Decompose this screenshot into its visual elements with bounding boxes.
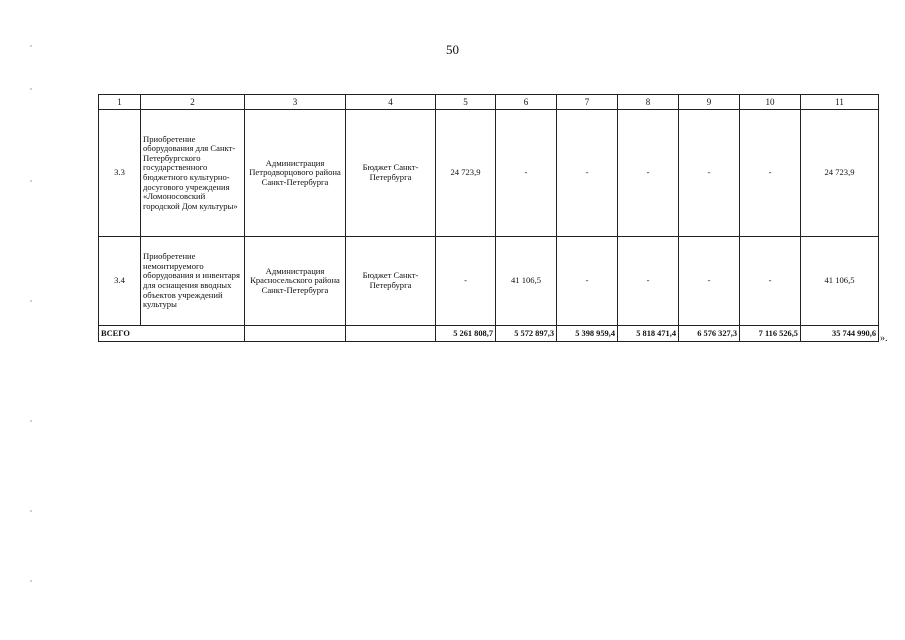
closing-quote-mark: ». xyxy=(880,333,888,344)
total-row xyxy=(99,326,879,342)
header-cell: 9 xyxy=(679,95,740,110)
row-value: - xyxy=(679,110,740,237)
table-row xyxy=(99,110,879,237)
row-value: - xyxy=(740,110,801,237)
row-value: - xyxy=(618,237,679,326)
grand-total-value: 35 744 990,6 xyxy=(801,326,879,342)
row-source: Бюджет Санкт-Петербурга xyxy=(346,237,436,326)
total-value: 5 572 897,3 xyxy=(496,326,557,342)
table-row xyxy=(99,237,879,326)
scan-artifact xyxy=(30,580,32,582)
row-executor: Администрация Петродворцового района Санкт-Петербурга xyxy=(245,110,346,237)
header-row xyxy=(99,95,879,110)
row-value: 41 106,5 xyxy=(496,237,557,326)
total-value: 5 818 471,4 xyxy=(618,326,679,342)
row-source: Бюджет Санкт-Петербурга xyxy=(346,110,436,237)
total-value: 5 398 959,4 xyxy=(557,326,618,342)
row-executor: Администрация Красносельского района Санкт-Петербурга xyxy=(245,237,346,326)
empty-cell xyxy=(245,326,346,342)
header-cell: 8 xyxy=(618,95,679,110)
scan-artifact xyxy=(30,300,32,302)
scan-artifact xyxy=(30,510,32,512)
row-name: Приобретение немонтируемого оборудования и инвентаря для оснащения вводных объектов учреждений культуры xyxy=(141,237,245,326)
total-value: 5 261 808,7 xyxy=(436,326,496,342)
scan-artifact xyxy=(30,45,32,47)
total-value: 6 576 327,3 xyxy=(679,326,740,342)
header-cell: 3 xyxy=(245,95,346,110)
header-cell: 2 xyxy=(141,95,245,110)
scan-artifact xyxy=(30,180,32,182)
scan-artifact xyxy=(30,420,32,422)
row-value: - xyxy=(679,237,740,326)
row-value: - xyxy=(557,237,618,326)
header-cell: 6 xyxy=(496,95,557,110)
row-total: 41 106,5 xyxy=(801,237,879,326)
budget-table xyxy=(98,94,879,342)
row-value: - xyxy=(740,237,801,326)
row-name: Приобретение оборудования для Санкт-Петербургского государственного бюджетного культурно-досугового учреждения «Ломоносовский городской Дом культуры» xyxy=(141,110,245,237)
header-cell: 10 xyxy=(740,95,801,110)
empty-cell xyxy=(346,326,436,342)
page-number: 50 xyxy=(446,42,459,57)
row-value: 24 723,9 xyxy=(436,110,496,237)
total-label: ВСЕГО xyxy=(99,326,245,342)
row-value: - xyxy=(436,237,496,326)
row-number: 3.4 xyxy=(99,237,141,326)
row-value: - xyxy=(618,110,679,237)
total-value: 7 116 526,5 xyxy=(740,326,801,342)
header-cell: 5 xyxy=(436,95,496,110)
row-value: - xyxy=(496,110,557,237)
header-cell: 4 xyxy=(346,95,436,110)
header-cell: 7 xyxy=(557,95,618,110)
header-cell: 11 xyxy=(801,95,879,110)
scan-artifact xyxy=(30,88,32,90)
row-value: - xyxy=(557,110,618,237)
header-cell: 1 xyxy=(99,95,141,110)
row-number: 3.3 xyxy=(99,110,141,237)
row-total: 24 723,9 xyxy=(801,110,879,237)
